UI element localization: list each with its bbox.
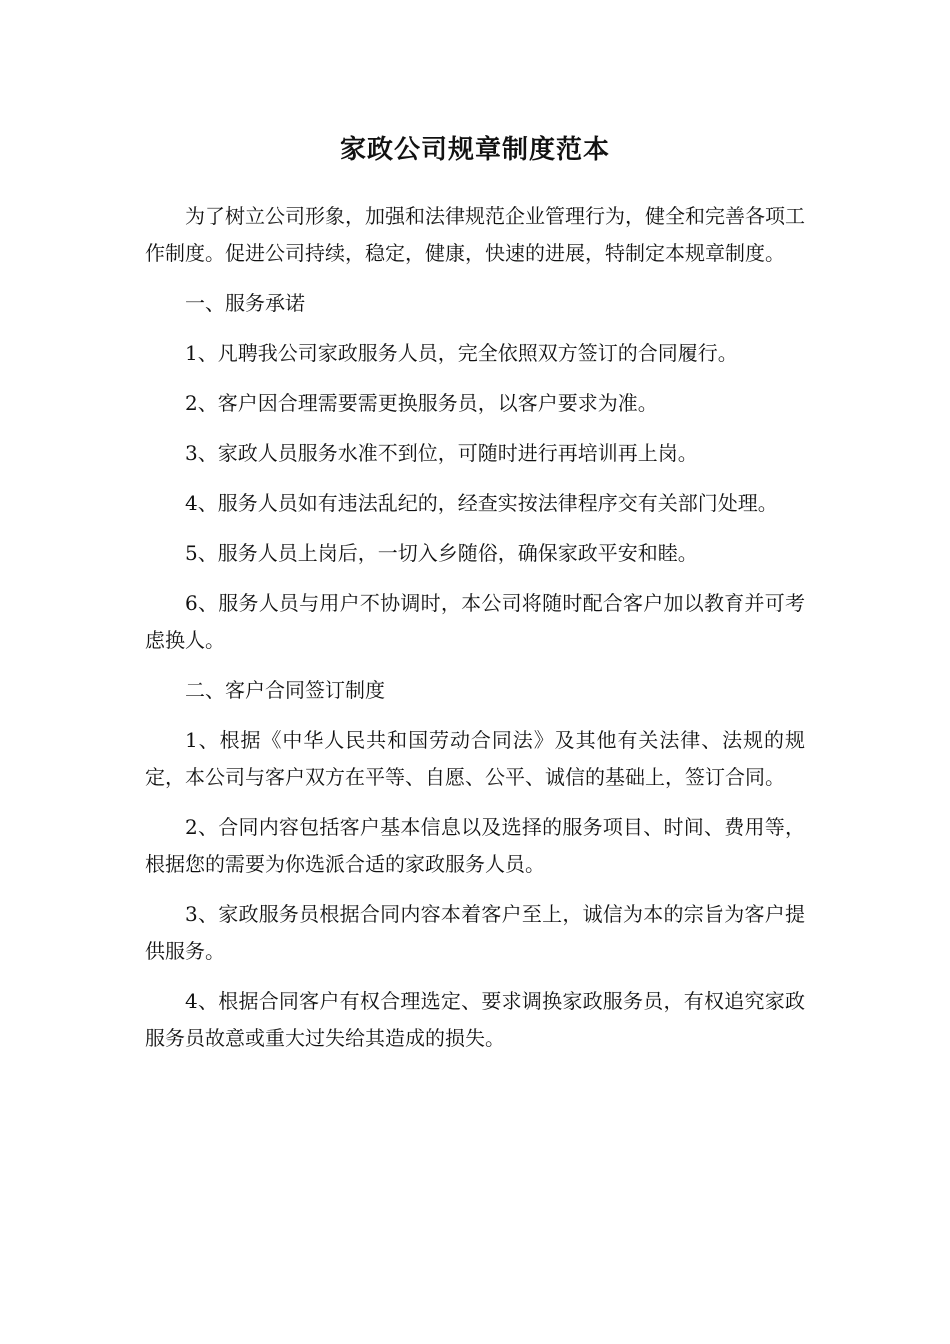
list-item: 3、家政人员服务水准不到位，可随时进行再培训再上岗。: [185, 441, 698, 465]
list-item: 4、服务人员如有违法乱纪的，经查实按法律程序交有关部门处理。: [185, 491, 778, 515]
intro-paragraph: 为了树立公司形象，加强和法律规范企业管理行为，健全和完善各项工作制度。促进公司持续，稳定，健康，快速的进展，特制定本规章制度。: [145, 204, 805, 265]
list-item: 2、客户因合理需要需更换服务员，以客户要求为准。: [185, 391, 658, 415]
list-item: 5、服务人员上岗后，一切入乡随俗，确保家政平安和睦。: [185, 541, 698, 565]
list-item: 1、凡聘我公司家政服务人员，完全依照双方签订的合同履行。: [185, 341, 738, 365]
document-title: 家政公司规章制度范本: [339, 135, 610, 165]
document-body: [145, 198, 805, 1070]
section-heading-service-commitment: 一、服务承诺: [185, 291, 305, 315]
list-item: 2、合同内容包括客户基本信息以及选择的服务项目、时间、费用等，根据您的需要为你选派合适的家政服务人员。: [145, 815, 805, 876]
list-item: 4、根据合同客户有权合理选定、要求调换家政服务员，有权追究家政服务员故意或重大过失给其造成的损失。: [145, 989, 805, 1050]
section-heading-contract-signing: 二、客户合同签订制度: [185, 678, 385, 702]
list-item: 3、家政服务员根据合同内容本着客户至上，诚信为本的宗旨为客户提供服务。: [145, 902, 805, 963]
list-item: 6、服务人员与用户不协调时，本公司将随时配合客户加以教育并可考虑换人。: [145, 591, 805, 652]
list-item: 1、根据《中华人民共和国劳动合同法》及其他有关法律、法规的规定，本公司与客户双方在平等、自愿、公平、诚信的基础上，签订合同。: [145, 728, 805, 789]
